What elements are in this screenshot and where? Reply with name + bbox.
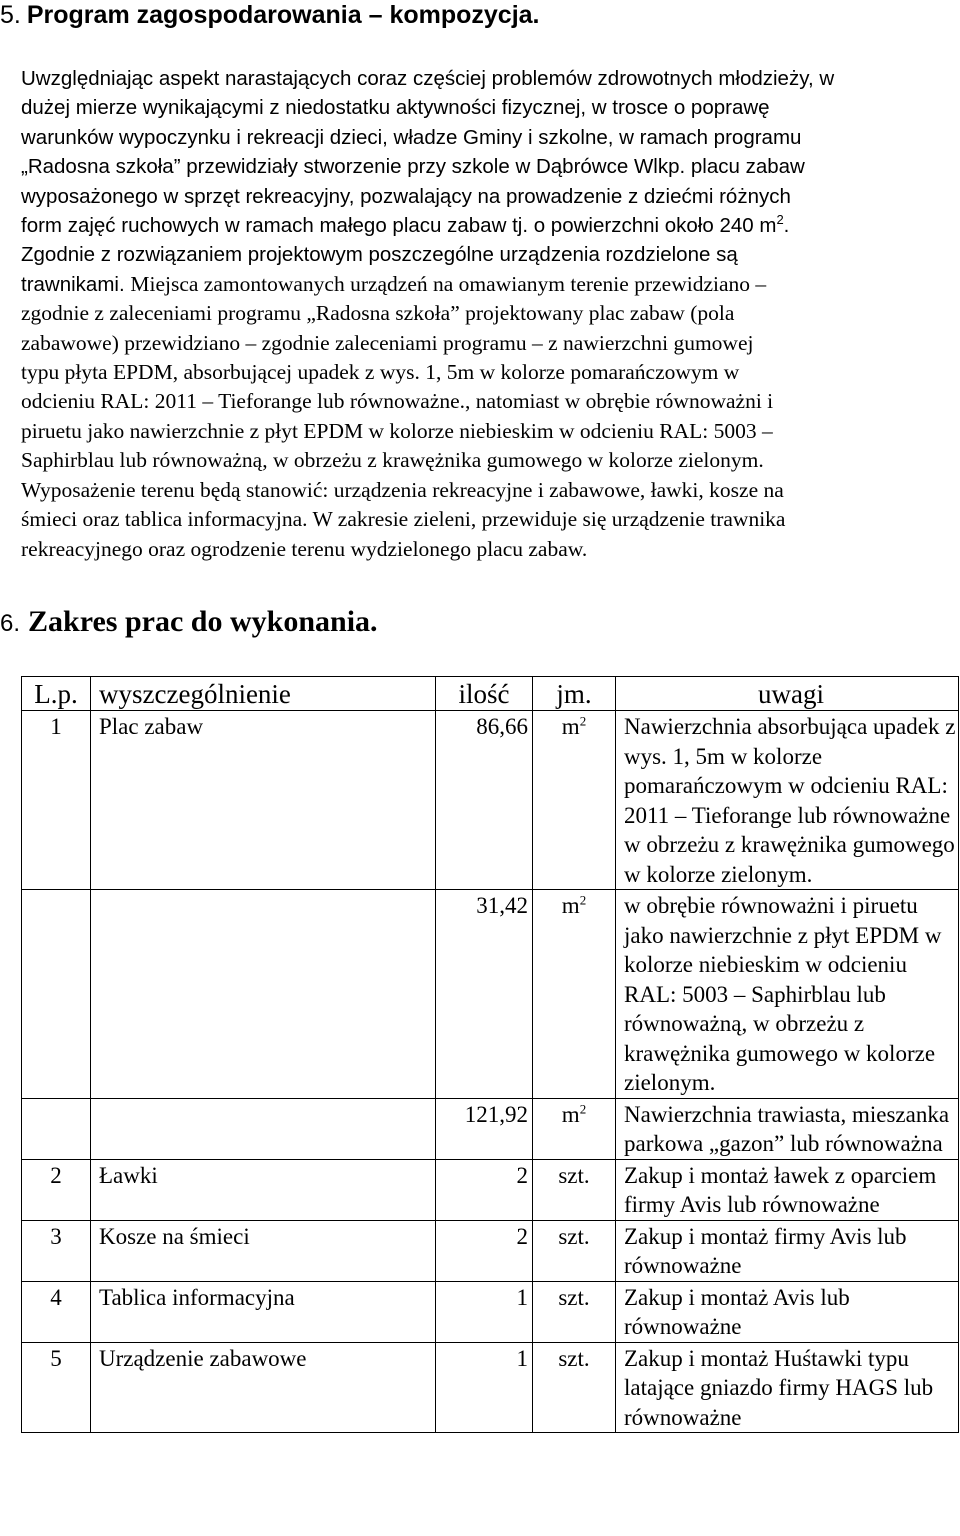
row-quantity: 121,92 bbox=[436, 1098, 533, 1159]
row-unit: szt. bbox=[533, 1281, 616, 1342]
paragraph-line: typu płyta EPDM, absorbującej upadek z wys. 1, 5m w kolorze pomarańczowym w bbox=[21, 360, 740, 385]
row-unit bbox=[533, 1098, 616, 1159]
row-lp: 2 bbox=[22, 1159, 91, 1220]
row-notes: Zakup i montaż Huśtawki typu latające gniazdo firmy HAGS lub równoważne bbox=[616, 1342, 959, 1433]
row-unit bbox=[533, 711, 616, 890]
row-notes: Zakup i montaż Avis lub równoważne bbox=[616, 1281, 959, 1342]
paragraph-line-mixed bbox=[21, 270, 951, 299]
row-quantity: 86,66 bbox=[436, 711, 533, 890]
row-lp: 1 bbox=[22, 711, 91, 890]
row-lp bbox=[22, 1098, 91, 1159]
table-row bbox=[22, 890, 959, 1099]
paragraph-line: Zgodnie z rozwiązaniem projektowym poszczególne urządzenia rozdzielone są bbox=[21, 243, 738, 267]
unit-text: m bbox=[561, 1101, 580, 1127]
header-notes: uwagi bbox=[616, 677, 959, 711]
unit-text: m bbox=[561, 893, 580, 918]
table-row bbox=[22, 1342, 959, 1433]
row-lp: 3 bbox=[22, 1220, 91, 1281]
row-notes: Nawierzchnia trawiasta, mieszanka parkowa „gazon” lub równoważna bbox=[616, 1098, 959, 1159]
row-quantity: 1 bbox=[436, 1342, 533, 1433]
row-description bbox=[91, 1098, 436, 1159]
paragraph-line: Wyposażenie terenu będą stanowić: urządzenia rekreacyjne i zabawowe, ławki, kosze na bbox=[21, 477, 784, 502]
row-unit: szt. bbox=[533, 1159, 616, 1220]
row-quantity: 2 bbox=[436, 1159, 533, 1220]
row-notes: Nawierzchnia absorbująca upadek z wys. 1, 5m w kolorze pomarańczowym w odcieniu RAL: 2011 – Tieforange lub równoważne w obrzeżu z krawężnika gumowego w kolorze zielonym. bbox=[616, 711, 959, 890]
table-row bbox=[22, 1281, 959, 1342]
row-description: Plac zabaw bbox=[91, 711, 436, 890]
section-title: Program zagospodarowania – kompozycja. bbox=[26, 1, 540, 29]
section-6-heading bbox=[0, 604, 378, 645]
unit-superscript: 2 bbox=[579, 1100, 587, 1116]
header-description: wyszczególnienie bbox=[91, 677, 436, 711]
table-row bbox=[22, 1098, 959, 1159]
section-number: 5. bbox=[0, 1, 21, 29]
unit-text: m bbox=[561, 714, 580, 739]
row-notes: Zakup i montaż ławek z oparciem firmy Avis lub równoważne bbox=[616, 1159, 959, 1220]
header-unit: jm. bbox=[533, 677, 616, 711]
paragraph-line: „Radosna szkoła” przewidziały stworzenie przy szkole w Dąbrówce Wlkp. placu zabaw bbox=[21, 155, 805, 179]
paragraph-line: dużej mierze wynikającymi z niedostatku aktywności fizycznej, w trosce o poprawę bbox=[21, 96, 770, 120]
section-5-heading bbox=[0, 0, 540, 30]
area-superscript: 2 bbox=[776, 212, 784, 228]
paragraph-sans-text: trawnikami. bbox=[21, 272, 131, 296]
paragraph-line: zabawowe) przewidziano – zgodnie zaleceniami programu – z nawierzchni gumowej bbox=[21, 330, 754, 355]
row-description: Tablica informacyjna bbox=[91, 1281, 436, 1342]
paragraph-line: piruetu jako nawierzchnie z płyt EPDM w kolorze niebieskim w odcieniu RAL: 5003 – bbox=[21, 418, 773, 443]
paragraph-line: zgodnie z zaleceniami programu „Radosna szkoła” projektowany plac zabaw (pola bbox=[21, 301, 735, 326]
row-description bbox=[91, 890, 436, 1099]
row-unit: szt. bbox=[533, 1342, 616, 1433]
description-paragraph bbox=[21, 64, 951, 564]
paragraph-serif-text: Miejsca zamontowanych urządzeń na omawianym terenie przewidziano – bbox=[130, 271, 767, 296]
row-notes: w obrębie równoważni i piruetu jako nawierzchnie z płyt EPDM w kolorze niebieskim w odcieniu RAL: 5003 – Saphirblau lub równoważną, w obrzeżu z krawężnika gumowego w kolorze zielonym. bbox=[616, 890, 959, 1099]
row-notes: Zakup i montaż firmy Avis lub równoważne bbox=[616, 1220, 959, 1281]
table-header-row bbox=[22, 677, 959, 711]
row-unit: szt. bbox=[533, 1220, 616, 1281]
row-quantity: 1 bbox=[436, 1281, 533, 1342]
row-quantity: 2 bbox=[436, 1220, 533, 1281]
row-quantity: 31,42 bbox=[436, 890, 533, 1099]
section-title: Zakres prac do wykonania. bbox=[28, 605, 378, 638]
row-lp bbox=[22, 890, 91, 1099]
row-lp: 5 bbox=[22, 1342, 91, 1433]
unit-superscript: 2 bbox=[579, 713, 587, 729]
row-unit bbox=[533, 890, 616, 1099]
paragraph-line: rekreacyjnego oraz ogrodzenie terenu wydzielonego placu zabaw. bbox=[21, 536, 588, 561]
paragraph-line: wyposażonego w sprzęt rekreacyjny, pozwalający na prowadzenie z dziećmi różnych bbox=[21, 184, 791, 208]
paragraph-line: Uwzględniając aspekt narastających coraz częściej problemów zdrowotnych młodzieży, w bbox=[21, 67, 835, 90]
paragraph-line: śmieci oraz tablica informacyjna. W zakresie zieleni, przewiduje się urządzenie trawnika bbox=[21, 507, 786, 532]
header-lp: L.p. bbox=[22, 677, 91, 711]
area-text: form zajęć ruchowych w ramach małego placu zabaw tj. o powierzchni około 240 m bbox=[21, 214, 777, 238]
section-number: 6. bbox=[0, 610, 21, 637]
paragraph-line-area bbox=[21, 211, 951, 240]
paragraph-line: Saphirblau lub równoważną, w obrzeżu z krawężnika gumowego w kolorze zielonym. bbox=[21, 448, 764, 473]
paragraph-line: odcieniu RAL: 2011 – Tieforange lub równoważne., natomiast w obrębie równoważni i bbox=[21, 389, 774, 414]
works-table bbox=[21, 676, 959, 1433]
unit-superscript: 2 bbox=[579, 892, 587, 908]
table-row bbox=[22, 1159, 959, 1220]
row-description: Kosze na śmieci bbox=[91, 1220, 436, 1281]
paragraph-line: warunków wypoczynku i rekreacji dzieci, władze Gminy i szkolne, w ramach programu bbox=[21, 125, 802, 149]
row-description: Urządzenie zabawowe bbox=[91, 1342, 436, 1433]
header-quantity: ilość bbox=[436, 677, 533, 711]
row-description: Ławki bbox=[91, 1159, 436, 1220]
row-lp: 4 bbox=[22, 1281, 91, 1342]
table-row bbox=[22, 1220, 959, 1281]
area-period: . bbox=[783, 214, 790, 238]
table-row bbox=[22, 711, 959, 890]
